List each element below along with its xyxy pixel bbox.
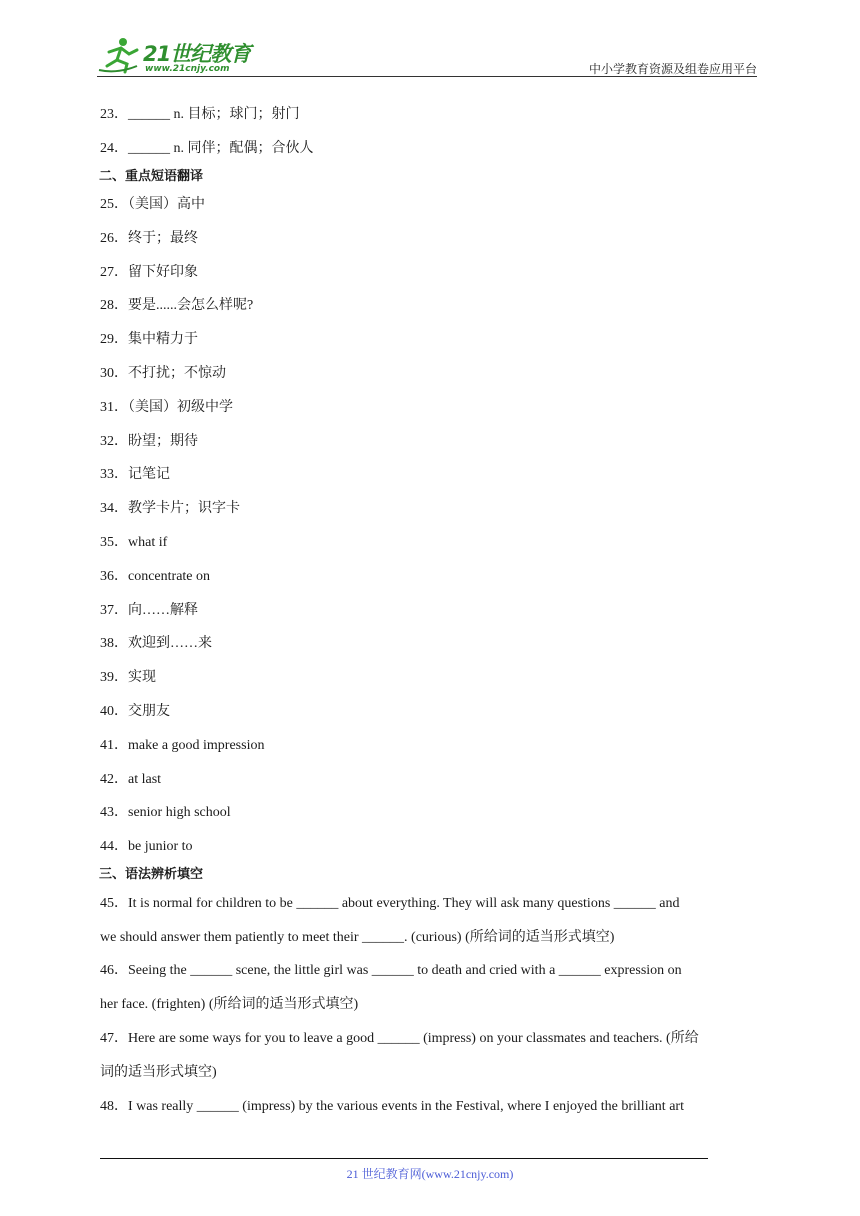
phrase-text: 要是......会怎么样呢? [128,298,254,314]
phrase-text: 记笔记 [128,467,170,483]
footer-divider [100,1158,708,1159]
logo-main-text: 21世纪教育 [143,42,251,66]
site-logo [97,36,267,76]
phrase-text: senior high school [128,805,231,821]
section-heading-2: 二、重点短语翻译 [99,169,204,184]
phrase-number: 44． [100,839,128,855]
phrase-number: 40． [100,704,128,719]
phrase-text: make a good impression [128,737,265,753]
phrase-item [100,804,231,822]
phrase-number: 43． [100,805,128,821]
phrase-text: 盼望；期待 [128,433,198,449]
phrase-item [100,331,198,349]
grammar-line-45a: 45．It is normal for children to be ______ about everything. They will ask many questions ______ and [100,896,680,911]
item-24 [100,140,314,158]
phrase-text: 欢迎到……来 [128,636,212,652]
phrase-item [100,534,167,552]
phrase-item [100,568,210,586]
phrase-number: 31． [100,399,128,415]
phrase-number: 35． [100,535,128,550]
phrase-text: 不打扰；不惊动 [128,366,226,381]
grammar-line-46a: 46．Seeing the ______ scene, the little girl was ______ to death and cried with a ______ expression on [100,963,682,978]
phrase-item [100,466,170,484]
phrase-number: 25． [100,197,128,212]
phrase-item [100,297,253,315]
page-header [97,30,757,78]
phrase-item [100,771,161,789]
item-text: ______ n. 目标；球门；射门 [128,107,300,122]
phrase-number: 26． [100,230,128,246]
phrase-item [100,500,240,518]
section-heading-3: 三、语法辨析填空 [99,867,204,882]
phrase-item [100,196,205,214]
phrase-number: 30． [100,366,128,381]
phrase-item [100,433,198,451]
phrase-item [100,635,212,653]
phrase-text: 留下好印象 [128,264,198,280]
phrase-number: 29． [100,332,128,348]
phrase-text: 终于；最终 [128,230,198,246]
phrase-number: 34． [100,501,128,517]
phrase-text: （美国）高中 [128,197,205,212]
phrase-text: （美国）初级中学 [128,399,233,415]
phrase-text: 向……解释 [128,602,198,618]
phrase-item [100,669,156,687]
logo-sub-text: www.21cnjy.com [145,64,230,74]
grammar-line-48a: 48．I was really ______ (impress) by the various events in the Festival, where I enjoyed the brilliant art [100,1099,684,1114]
phrase-item [100,602,198,620]
phrase-item [100,737,264,755]
grammar-line-46b: her face. (frighten) (所给词的适当形式填空) [100,997,359,1012]
phrase-item [100,838,193,856]
phrase-number: 39． [100,670,128,686]
header-divider [97,76,757,77]
phrase-number: 36． [100,568,128,584]
phrase-item [100,703,170,721]
phrase-number: 37． [100,602,128,618]
phrase-text: 实现 [128,670,156,686]
platform-name: 中小学教育资源及组卷应用平台 [588,62,757,76]
phrase-text: at last [128,771,162,787]
phrase-text: 集中精力于 [128,332,198,348]
phrase-item [100,365,226,383]
phrase-number: 33． [100,467,128,483]
grammar-line-47b: 词的适当形式填空) [100,1065,217,1080]
phrase-item [100,230,198,248]
phrase-text: 交朋友 [128,704,170,719]
item-23 [100,106,300,124]
item-number: 24． [100,141,128,156]
grammar-line-47a: 47．Here are some ways for you to leave a good ______ (impress) on your classmates and teachers. (所给 [100,1031,699,1046]
phrase-number: 32． [100,433,128,449]
phrase-number: 38． [100,636,128,652]
phrase-number: 27． [100,264,128,280]
phrase-number: 41． [100,737,128,753]
phrase-number: 42． [100,771,128,787]
grammar-line-45b: we should answer them patiently to meet their ______. (curious) (所给词的适当形式填空) [100,930,615,945]
phrase-text: 教学卡片；识字卡 [128,501,240,517]
phrase-item [100,264,198,282]
phrase-item [100,399,233,417]
footer-link[interactable]: 21 世纪教育网(www.21cnjy.com) [346,1167,514,1181]
item-text: ______ n. 同伴；配偶；合伙人 [128,141,314,156]
phrase-text: what if [128,535,168,550]
phrase-text: be junior to [128,839,193,855]
item-number: 23． [100,107,128,122]
phrase-text: concentrate on [128,568,211,584]
phrase-number: 28． [100,298,128,314]
